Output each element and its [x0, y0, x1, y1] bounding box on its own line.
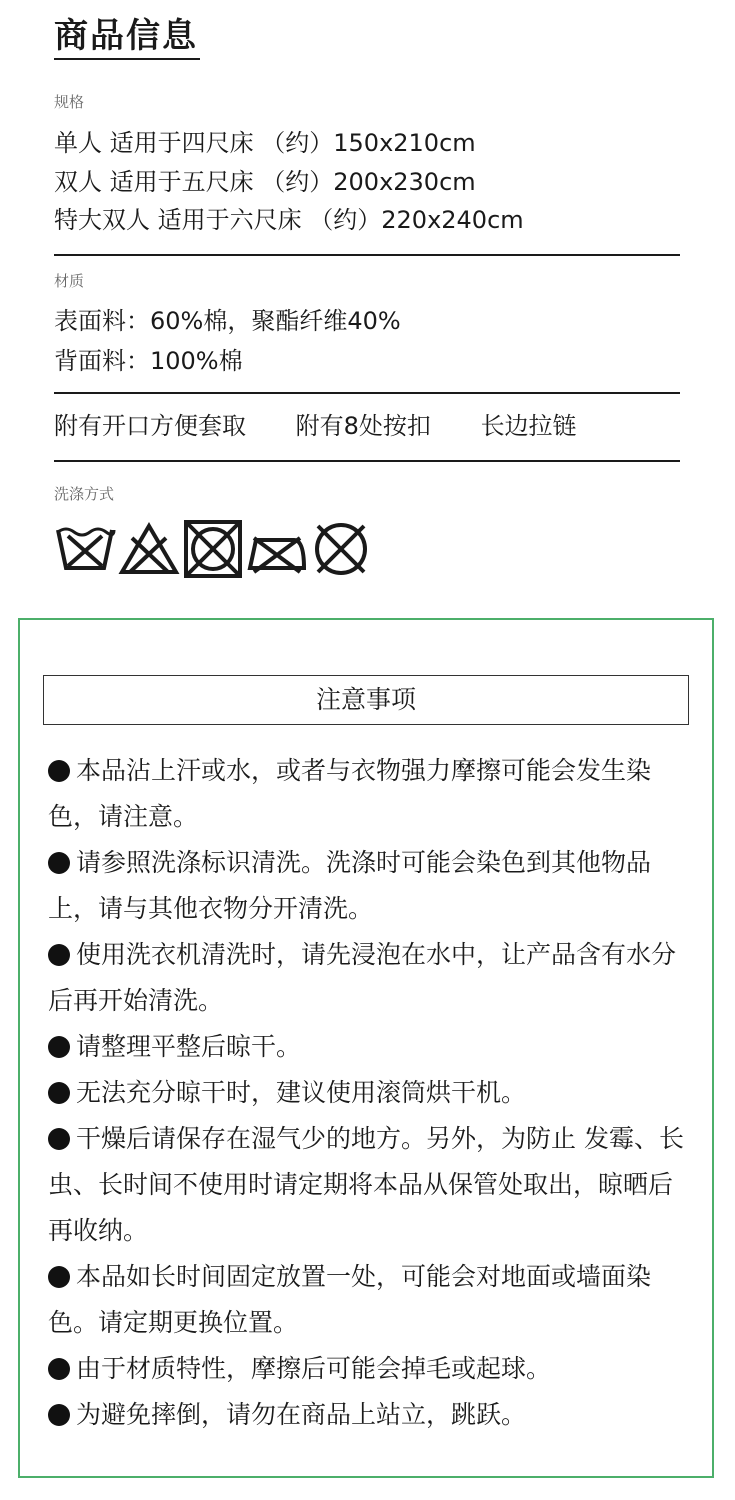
spec-line-double: 双人 适用于五尺床 （约）200x230cm [54, 168, 476, 196]
no-bleach-triangle-icon [118, 518, 180, 578]
bullet-dot-icon [48, 1082, 70, 1104]
bullet-dot-icon [48, 1036, 70, 1058]
divider [54, 392, 680, 394]
bullet-dot-icon [48, 760, 70, 782]
notice-item: 干燥后请保存在湿气少的地方。另外，为防止 发霉、长虫、长时间不使用时请定期将本品从保管处取出，晾晒后再收纳。 [48, 1124, 684, 1245]
bullet-dot-icon [48, 1358, 70, 1380]
notice-item: 本品如长时间固定放置一处，可能会对地面或墙面染色。请定期更换位置。 [48, 1262, 652, 1337]
hand-wash-tub-icon [54, 518, 116, 578]
notice-item: 为避免摔倒，请勿在商品上站立，跳跃。 [48, 1392, 692, 1438]
wash-icons-row [54, 518, 372, 578]
material-label: 材质 [54, 272, 85, 290]
feature-zipper: 长边拉链 [480, 412, 577, 440]
feature-row [54, 408, 619, 444]
bullet-dot-icon [48, 1266, 70, 1288]
notice-title: 注意事项 [43, 675, 689, 725]
title-underline [54, 58, 200, 60]
material-line-surface: 表面料：60%棉，聚酯纤维40% [54, 307, 401, 335]
bullet-dot-icon [48, 1128, 70, 1150]
spec-label: 规格 [54, 93, 85, 111]
notice-item: 请参照洗涤标识清洗。洗涤时可能会染色到其他物品上，请与其他衣物分开清洗。 [48, 848, 652, 923]
feature-opening: 附有开口方便套取 [54, 412, 246, 440]
material-line-back: 背面料：100%棉 [54, 347, 243, 375]
spec-line-king: 特大双人 适用于六尺床 （约）220x240cm [54, 206, 524, 234]
notice-item: 由于材质特性，摩擦后可能会掉毛或起球。 [48, 1346, 692, 1392]
spec-line-single: 单人 适用于四尺床 （约）150x210cm [54, 129, 476, 157]
divider [54, 460, 680, 462]
dry-clean-no-icon [310, 518, 372, 578]
notice-panel [18, 618, 714, 1478]
iron-no-icon [246, 518, 308, 578]
notice-item: 无法充分晾干时，建议使用滚筒烘干机。 [48, 1070, 692, 1116]
wash-label: 洗涤方式 [54, 485, 115, 503]
notice-item: 本品沾上汗或水，或者与衣物强力摩擦可能会发生染色，请注意。 [48, 756, 652, 831]
tumble-dry-no-icon [182, 518, 244, 578]
notice-item: 请整理平整后晾干。 [48, 1024, 692, 1070]
bullet-dot-icon [48, 852, 70, 874]
feature-snaps: 附有8处按扣 [295, 412, 431, 440]
notice-list [48, 748, 692, 1438]
divider [54, 254, 680, 256]
bullet-dot-icon [48, 1404, 70, 1426]
notice-item: 使用洗衣机清洗时，请先浸泡在水中，让产品含有水分后再开始清洗。 [48, 940, 677, 1015]
page-title: 商品信息 [54, 16, 198, 56]
bullet-dot-icon [48, 944, 70, 966]
